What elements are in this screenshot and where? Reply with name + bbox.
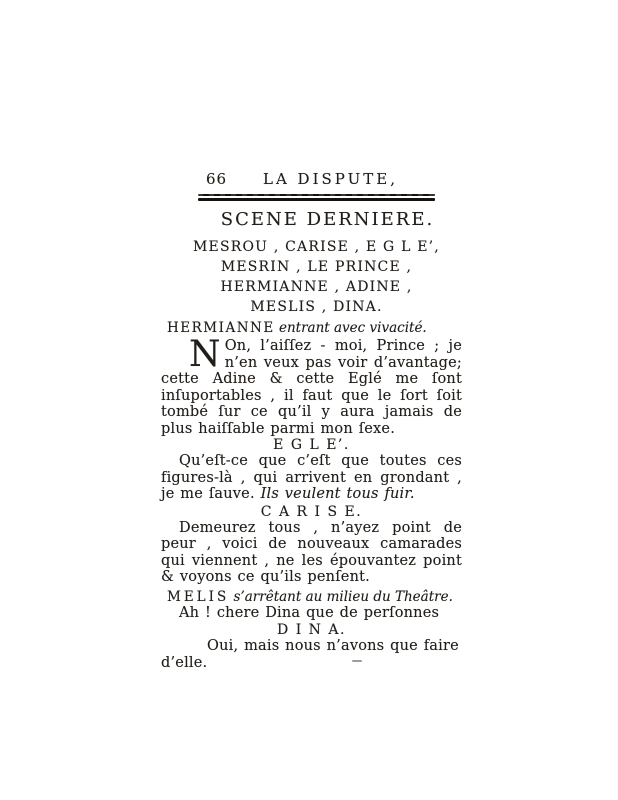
speaker-heading-dina: D I N A. <box>277 622 346 638</box>
rule-bottom-line <box>198 198 435 201</box>
running-title: LA DISPUTE, <box>263 170 398 188</box>
speaker-name: HERMIANNE <box>167 320 275 336</box>
page-number: 66 <box>206 170 228 188</box>
character-list-line: HERMIANNE , ADINE , <box>220 279 413 295</box>
stage-direction-hermianne <box>167 320 462 336</box>
rule-top-line <box>198 194 435 196</box>
speaker-heading-carise: C A R I S E. <box>260 503 363 520</box>
character-list-line: MESRIN , LE PRINCE , <box>220 259 413 275</box>
stage-direction-text: s’arrêtant au milieu du Theâtre. <box>229 588 453 605</box>
scene-heading: SCENE DERNIERE. <box>220 209 435 230</box>
scan-artifact-mark <box>352 660 362 662</box>
speaker-heading-egle: E G L E’. <box>273 437 350 453</box>
speech-text: On, l’aiſſez - moi, Prince ; je n’en veux pas voir d’avantage; cette Adine & cette Eglé me ſont inſuportables , il faut que le ſort ſoit tombé ſur ce qu’il y aura jamais de plus haiſſable parmi mon ſexe. <box>161 338 462 437</box>
speech-text: Qu’eſt-ce que c’eſt que toutes ces figures-là , qui arrivent en grondant , je me ſauve. <box>161 453 462 502</box>
speech-dina: Oui, mais nous n’avons que faire d’elle. <box>161 638 459 671</box>
running-head <box>161 170 462 189</box>
character-list <box>161 237 462 317</box>
drop-cap-initial: N <box>189 334 221 375</box>
ornamental-rule <box>198 194 435 201</box>
stage-direction-meslis <box>167 589 462 605</box>
speaker-name: MELIS <box>167 588 230 605</box>
text-block <box>161 170 462 671</box>
speech-meslis: Ah ! chere Dina que de perſonnes <box>179 604 440 621</box>
character-list-line: MESROU , CARISE , E G L E’, <box>193 239 440 255</box>
inline-stage-direction: Ils veulent tous fuir. <box>260 486 415 502</box>
character-list-line: MESLIS , DINA. <box>250 299 383 315</box>
speech-hermianne <box>161 334 462 437</box>
stage-direction-text: entrant avec vivacité. <box>274 320 427 336</box>
speech-egle <box>161 453 462 503</box>
speech-carise: Demeurez tous , n’ayez point de peur , voici de nouveaux camarades qui viennent , ne les épouvantez point & voyons ce qu’ils penſent. <box>161 519 462 585</box>
